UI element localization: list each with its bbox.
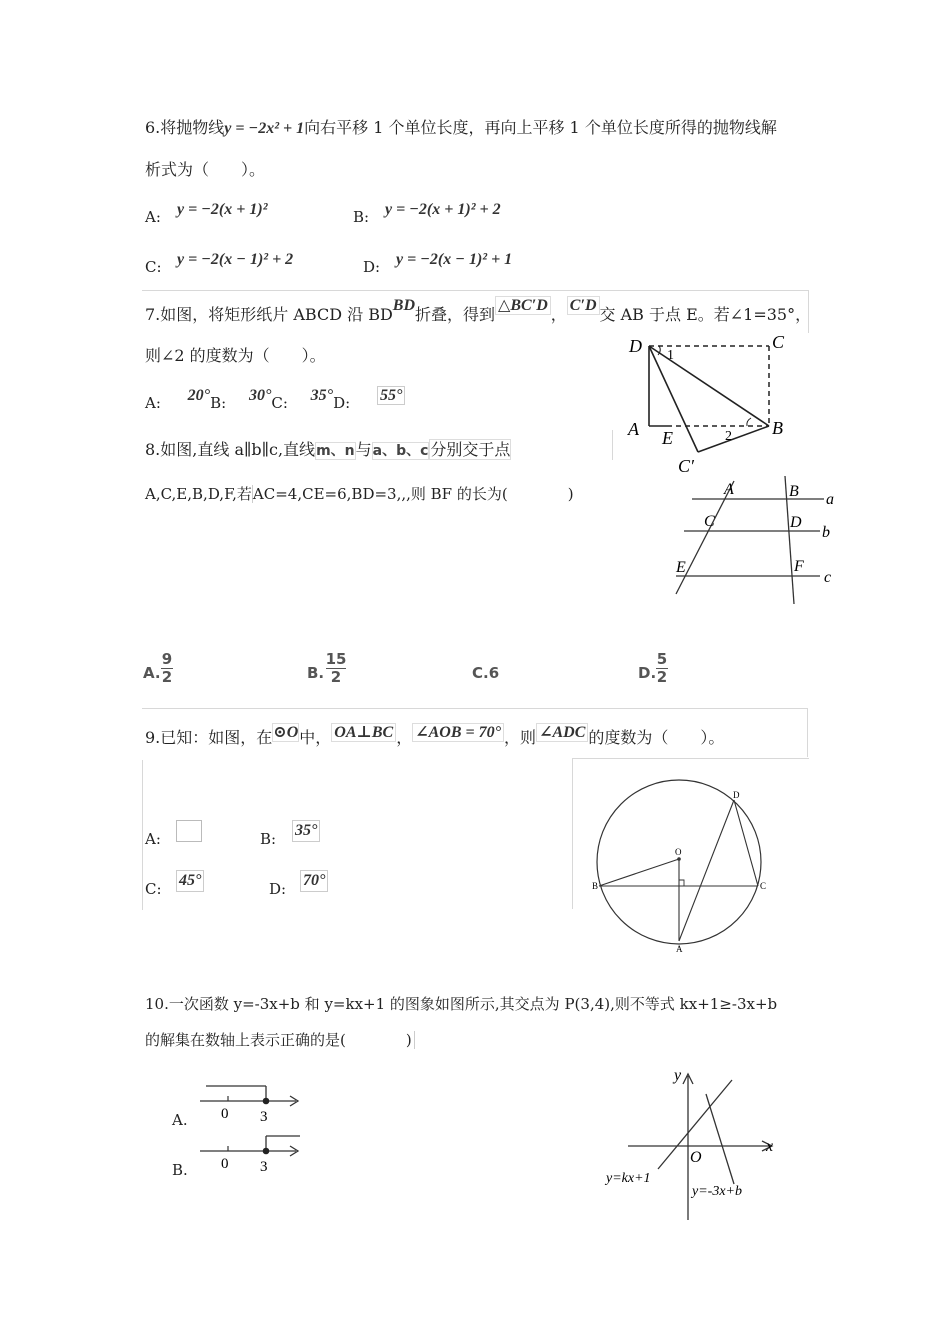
q7-label-a: A [628, 419, 639, 439]
q6-option-a-formula: y = −2(x + 1)² [177, 201, 268, 218]
q6-option-b-formula: y = −2(x + 1)² + 2 [385, 201, 501, 218]
q6-intro: 6.将抛物线 [145, 118, 225, 137]
q7-option-c-label: C: [271, 394, 288, 412]
q9-angle-aob: ∠AOB = 70° [412, 723, 504, 742]
q8-points: A,C,E,B,D,F,若 [145, 485, 252, 503]
q6-text-line1 [145, 118, 777, 139]
q9-ze: ，则 [504, 728, 537, 747]
q10-option-a-label: A. [172, 1111, 188, 1129]
q6-text-line2: 析式为（ ）。 [145, 160, 266, 179]
q6-option-d-label: D: [363, 258, 381, 276]
q7-option-c-value: 35° [310, 387, 334, 404]
q7-text-line1 [145, 297, 812, 326]
q9-frame-left [142, 760, 143, 910]
q10-text-line2 [145, 1030, 415, 1050]
q6-option-a-label: A: [145, 208, 161, 226]
q9-option-d-label: D: [269, 880, 287, 898]
q9-label-d: D [733, 790, 740, 800]
q9-text-line1: 9.已知：如图，在⊙O中， OA⊥BC ， ∠AOB = 70° ，则 ∠ADC 的度数为（ ）。 [145, 724, 725, 747]
q9-label-c: C [760, 881, 767, 891]
q9-zhong: 中， [299, 728, 332, 747]
q8-yu: 与 [355, 440, 372, 459]
q7-formula-triangle: △BC′D [495, 296, 551, 315]
q9-option-c-label: C: [145, 880, 162, 898]
q8-option-c-label: C.6 [472, 664, 500, 682]
q8-option-b-den: 2 [330, 668, 342, 686]
q10-line2-label: y=-3x+b [692, 1184, 742, 1199]
q10-graph [600, 1062, 790, 1227]
q7-angle-1: 1 [667, 348, 674, 363]
q8-label-D: D [790, 514, 802, 531]
q7-label-cprime: C′ [678, 456, 694, 476]
q8-option-d-den: 2 [656, 668, 668, 686]
q10-axis-y: y [674, 1067, 682, 1084]
q9-angle-adc: ∠ADC [536, 723, 588, 742]
q8-given: AC=4,CE=6,BD=3,,,则 BF 的长为( ) [252, 485, 574, 503]
q9-option-c-value: 45° [176, 870, 204, 892]
q8-label-b: b [822, 524, 830, 541]
q8-option-c [472, 664, 499, 682]
q8-label-F: F [794, 558, 804, 575]
q7-text-line2: 则∠2 的度数为（ ）。 [145, 346, 326, 365]
q9-option-b-value: 35° [292, 820, 320, 842]
q9-option-b-label: B: [260, 830, 277, 848]
q7-formula-bd: BD [392, 297, 416, 314]
q9-figure [590, 788, 780, 958]
q10-question: 的解集在数轴上表示正确的是( ) [145, 1031, 415, 1049]
q8-mn: m、n [316, 443, 355, 459]
q10-origin: O [690, 1149, 702, 1166]
q9-question: 的度数为（ ）。 [588, 728, 725, 747]
q7-comma: ， [550, 305, 567, 324]
q10-a-zero: 0 [221, 1106, 229, 1122]
q8-abc: a、b、c [372, 443, 429, 459]
q9-circle-o: ⊙O [273, 724, 299, 741]
q8-option-d-num: 5 [656, 650, 668, 668]
q10-option-b-label: B. [172, 1161, 188, 1179]
q10-option-a-numberline [198, 1080, 308, 1125]
q8-option-a-label: A. [143, 664, 161, 682]
q7-option-d-value: 55° [377, 386, 405, 405]
q9-label-b: B [592, 881, 599, 891]
q10-a-three: 3 [260, 1109, 268, 1125]
q10-axis-x: x [766, 1138, 774, 1155]
q10-b-zero: 0 [221, 1156, 229, 1172]
q7-label-d: D [629, 336, 642, 356]
q8-option-d-label: D. [638, 664, 657, 682]
q6-formula: y = −2x² + 1 [224, 120, 305, 137]
q7-label-b: B [772, 418, 783, 438]
q6-option-c-formula: y = −2(x − 1)² + 2 [177, 251, 294, 268]
q8-intro: 8.如图,直线 a∥b∥c,直线 [145, 440, 316, 459]
q8-option-a-num: 9 [161, 650, 173, 668]
q9-option-a-label: A: [145, 830, 161, 848]
q7-figure [612, 330, 802, 480]
q7-formula-cd: C′D [567, 296, 600, 315]
q7-label-c: C [772, 332, 785, 352]
q6-question: 向右平移 1 个单位长度，再向上平移 1 个单位长度所得的抛物线解 [304, 118, 777, 137]
q8-label-A: A [724, 481, 734, 498]
q8-label-c: c [824, 569, 832, 586]
q7-option-b-label: B: [210, 394, 227, 412]
q8-text-line2 [145, 484, 574, 504]
q7-option-d-label: D: [333, 394, 351, 412]
q8-label-a: a [826, 491, 834, 508]
q7-angle-2: 2 [725, 429, 732, 444]
q8-option-b-label: B. [307, 664, 325, 682]
q9-option-d-value: 70° [300, 870, 328, 892]
q9-perp: OA⊥BC [331, 723, 396, 742]
q8-intersect: 分别交于点 [430, 440, 511, 459]
q6-option-c-label: C: [145, 258, 162, 276]
q9-intro: 9.已知：如图，在 [145, 728, 273, 747]
q10-text-line1: 10.一次函数 y=-3x+b 和 y=kx+1 的图象如图所示,其交点为 P(3,4),则不等式 kx+1≥-3x+b [145, 995, 778, 1013]
q7-condition: 交 AB 于点 E。若∠1=35°， [599, 305, 812, 324]
q6-option-d-formula: y = −2(x − 1)² + 1 [396, 251, 513, 268]
q10-b-three: 3 [260, 1159, 268, 1175]
q8-figure [672, 476, 842, 611]
q6-option-b-label: B: [353, 208, 370, 226]
q8-label-C: C [704, 513, 715, 530]
q7-fold: 折叠，得到 [415, 305, 496, 324]
q8-label-E: E [676, 559, 686, 576]
q8-option-b-num: 15 [325, 650, 347, 668]
q8-label-B: B [789, 483, 799, 500]
q10-line1-label: y=kx+1 [606, 1171, 651, 1186]
q9-option-a-blank [176, 820, 202, 842]
q7-options [145, 387, 405, 414]
q8-option-a-den: 2 [161, 668, 173, 686]
q7-option-b-value: 30° [248, 387, 272, 404]
q8-text-line1 [145, 440, 511, 461]
q7-label-e: E [662, 428, 673, 448]
q9-label-o: O [675, 847, 682, 857]
q7-option-a-value: 20° [187, 387, 211, 404]
q10-option-b-numberline [198, 1130, 308, 1175]
q9-label-a: A [676, 944, 683, 954]
q7-intro: 7.如图，将矩形纸片 ABCD 沿 BD [145, 305, 393, 324]
q7-option-a-label: A: [145, 394, 161, 412]
